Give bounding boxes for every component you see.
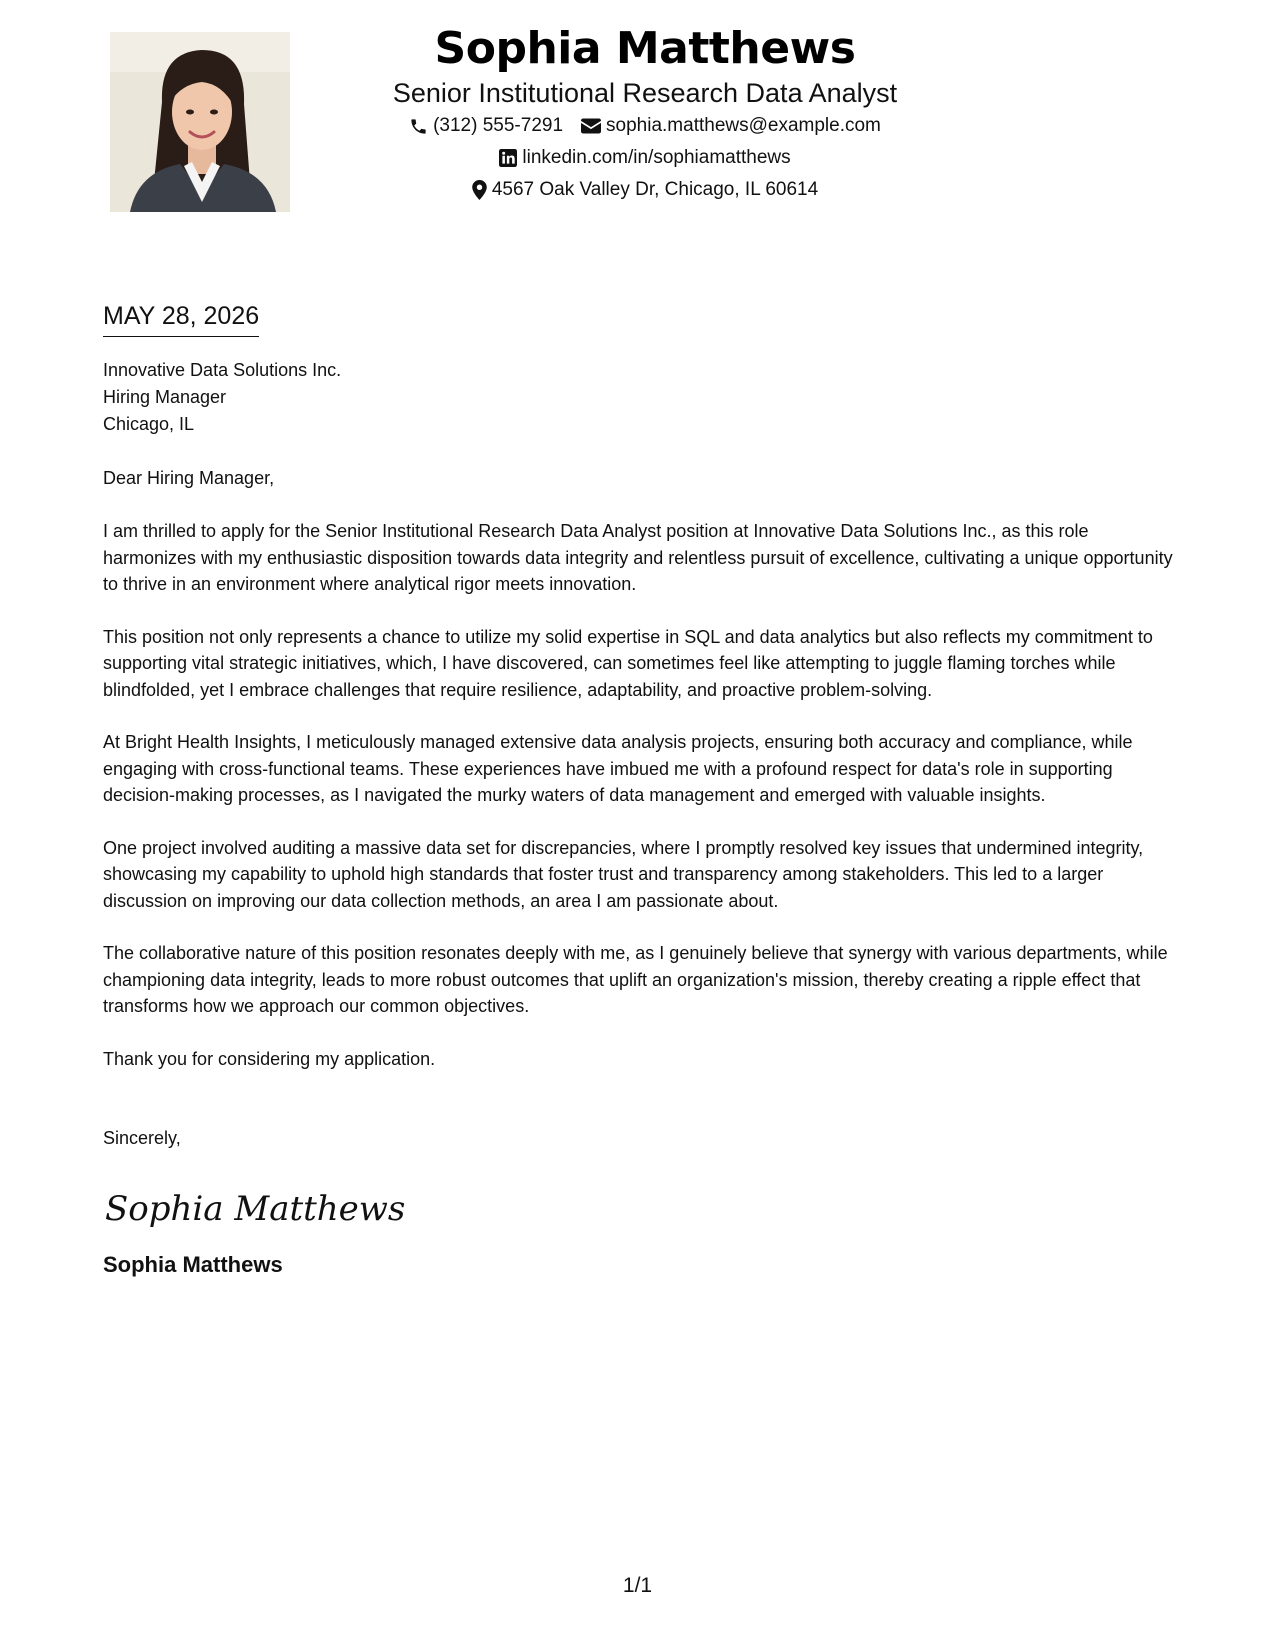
envelope-icon [581, 118, 601, 134]
contact-row-2 [330, 142, 960, 174]
phone-text: (312) 555-7291 [433, 115, 564, 136]
recipient-block [103, 357, 1178, 438]
map-pin-icon [472, 180, 487, 200]
body-paragraph-2: This position not only represents a chance to utilize my solid expertise in SQL and data analytics but also reflects my commitment to supporting vital strategic initiatives, which, I have discovered, can sometimes feel like attempting to juggle flaming torches while blindfolded, yet I embrace challenges that require resilience, adaptability, and proactive problem-solving. [103, 626, 1153, 700]
body-paragraph-3: At Bright Health Insights, I meticulously managed extensive data analysis projects, ensuring both accuracy and compliance, while engaging with cross-functional teams. These experiences have imbued me with a profound respect for data's role in supporting decision-making processes, as I navigated the murky waters of data management and emerged with valuable insights. [103, 732, 1133, 805]
email-contact[interactable] [581, 110, 881, 142]
linkedin-icon [499, 149, 517, 167]
applicant-name: Sophia Matthews [434, 23, 856, 74]
address-contact [472, 174, 818, 206]
recipient-location: Chicago, IL [103, 414, 195, 434]
printed-name: Sophia Matthews [103, 1251, 283, 1277]
linkedin-text[interactable]: linkedin.com/in/sophiamatthews [522, 147, 791, 168]
handwritten-signature [103, 1180, 406, 1234]
recipient-role: Hiring Manager [103, 387, 227, 407]
profile-photo [110, 32, 290, 212]
contact-row-3 [330, 174, 960, 206]
applicant-title: Senior Institutional Research Data Analyst [392, 78, 898, 108]
phone-contact [409, 110, 563, 142]
salutation: Dear Hiring Manager, [103, 468, 275, 488]
address-text: 4567 Oak Valley Dr, Chicago, IL 60614 [491, 179, 819, 200]
thank-you-line: Thank you for considering my application. [103, 1048, 436, 1069]
letter-header [330, 22, 960, 206]
contact-row-1 [330, 110, 960, 142]
body-paragraph-1: I am thrilled to apply for the Senior Institutional Research Data Analyst position at Innovative Data Solutions Inc., as this role harmonizes with my enthusiastic disposition towards data integrity and relentless pursuit of excellence, cultivating a unique opportunity to thrive in an environment where analytical rigor meets innovation. [103, 521, 1173, 594]
closing: Sincerely, [103, 1127, 181, 1148]
body-paragraph-5: The collaborative nature of this position resonates deeply with me, as I genuinely believe that synergy with various departments, while championing data integrity, leads to more robust outcomes that uplift an organization's mission, thereby creating a ripple effect that transforms how we approach our common objectives. [103, 943, 1168, 1016]
letter-date: MAY 28, 2026 [103, 298, 259, 337]
signature-text: Sophia Matthews [105, 1188, 406, 1229]
email-text[interactable]: sophia.matthews@example.com [606, 115, 881, 136]
linkedin-contact[interactable] [499, 142, 790, 174]
recipient-company: Innovative Data Solutions Inc. [103, 360, 342, 380]
body-paragraph-4: One project involved auditing a massive data set for discrepancies, where I promptly resolved key issues that undermined integrity, showcasing my capability to uphold high standards that foster trust and transparency among stakeholders. This led to a larger discussion on improving our data collection methods, an area I am passionate about. [103, 837, 1144, 911]
page-number: 1/1 [622, 1574, 653, 1597]
phone-icon [409, 117, 428, 136]
letter-body [103, 298, 1178, 1280]
